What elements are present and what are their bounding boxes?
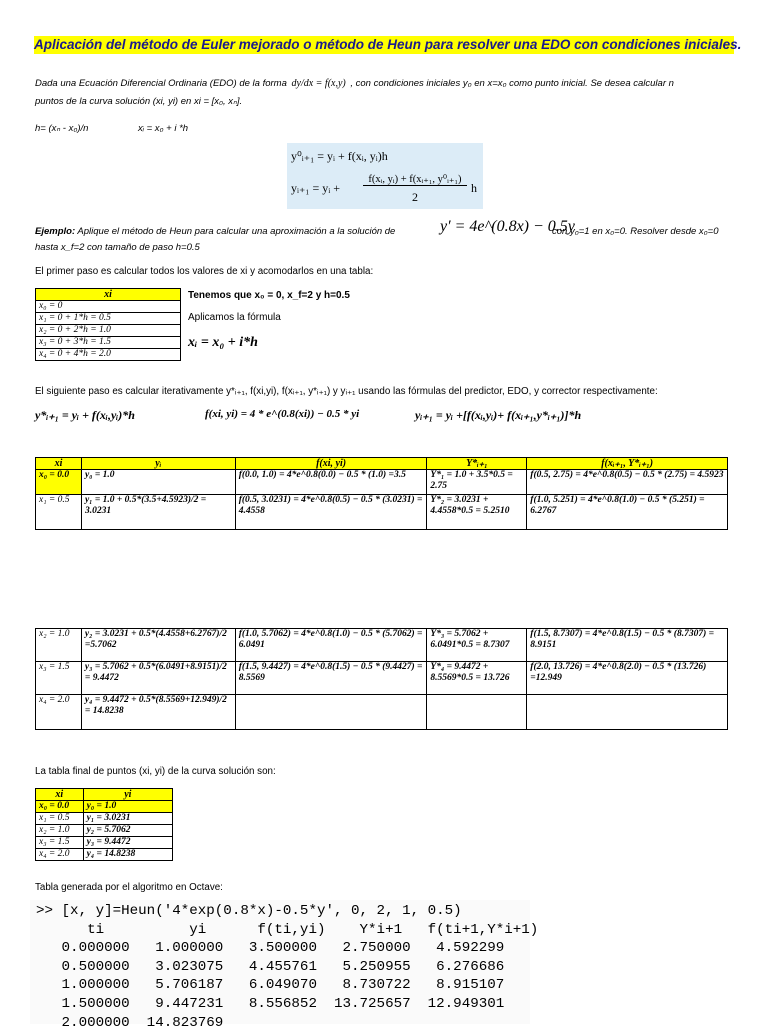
octave-label: Tabla generada por el algoritmo en Octave:	[35, 882, 223, 893]
table-row: x₁ = 0.5 y₁ = 3.0231	[36, 813, 173, 825]
apply-formula-label: Aplicamos la fórmula	[188, 312, 281, 323]
intro-line-2: puntos de la curva solución (xi, yi) en xi = [x₀, xₙ].	[35, 96, 243, 107]
table-row: x₂ = 1.0 y₂ = 5.7062	[36, 825, 173, 837]
xi-formula: xᵢ = x₀ + i *h	[138, 123, 189, 134]
corrector-denominator: 2	[412, 190, 418, 204]
final-table	[35, 788, 173, 861]
table-row: x₀ = 0.0 y₀ = 1.0 f(0.0, 1.0) = 4*e^0.8(0.0) − 0.5 * (1.0) =3.5 Y*₁ = 1.0 + 3.5*0.5 = 2.75 f(0.5, 2.75) = 4*e^0.8(0.5) − 0.5 * (2.75) = 4.5923	[36, 470, 728, 495]
corrector-h: h	[471, 181, 477, 195]
table-row: x₃ = 1.5 y₃ = 5.7062 + 0.5*(6.0491+8.9151)/2 = 9.4472 f(1.5, 9.4427) = 4*e^0.8(1.5) − 0.5 * (9.4427) = 8.5569 Y*₄ = 9.4472 + 8.5569*0.5 = 13.726 f(2.0, 13.726) = 4*e^0.8(2.0) − 0.5 * (13.726) =12.949	[36, 662, 728, 695]
xi-table	[35, 288, 181, 361]
table-row: x₄ = 0 + 4*h = 2.0	[36, 349, 181, 361]
edo-step-formula: f(xi, yi) = 4 * e^(0.8(xi)) − 0.5 * yi	[205, 408, 360, 420]
octave-row: 0.500000 3.023075 4.455761 5.250955 6.276686	[36, 958, 505, 975]
octave-row: 1.000000 5.706187 6.049070 8.730722 8.915107	[36, 977, 505, 994]
corrector-left: yᵢ₊₁ = yᵢ +	[291, 181, 340, 195]
octave-command: >> [x, y]=Heun('4*exp(0.8*x)-0.5*y', 0, 2, 1, 0.5)	[36, 903, 462, 919]
corrector-numerator: f(xᵢ, yᵢ) + f(xᵢ₊₁, y⁰ᵢ₊₁)	[363, 173, 467, 186]
xi-big-formula: xᵢ = x₀ + i*h	[188, 335, 258, 350]
xi-table-header: xi	[36, 289, 181, 301]
table-row: x₄ = 2.0 y₄ = 9.4472 + 0.5*(8.5569+12.949)/2 = 14.8238	[36, 695, 728, 730]
octave-row: 0.000000 1.000000 3.500000 2.750000 4.592299	[36, 940, 505, 957]
table-row: x₁ = 0 + 1*h = 0.5	[36, 313, 181, 325]
octave-row: 1.500000 9.447231 8.556852 13.725657 12.949301	[36, 996, 505, 1012]
example-conditions: con y₀=1 en x₀=0. Resolver desde x₀=0	[552, 226, 719, 237]
table-row: x₃ = 1.5 y₃ = 9.4472	[36, 837, 173, 849]
example-line-1: Ejemplo: Aplique el método de Heun para calcular una aproximación a la solución de	[35, 226, 396, 237]
col-header-fxy: f(xi, yi)	[235, 458, 427, 470]
table-row: x₄ = 2.0 y₄ = 14.8238	[36, 849, 173, 861]
iteration-table-part-2	[35, 628, 728, 730]
col-header-xi: xi	[36, 458, 82, 470]
col-header-yi: yᵢ	[81, 458, 235, 470]
octave-header: ti yi f(ti,yi) Y*i+1 f(ti+1,Y*i+1)	[36, 921, 539, 938]
ode-form: dy/dx = f(x,y)	[291, 78, 346, 89]
example-line-2: hasta x_f=2 con tamaño de paso h=0.5	[35, 242, 200, 253]
octave-output	[30, 900, 539, 1031]
predictor-formula: y⁰ᵢ₊₁ = yᵢ + f(xᵢ, yᵢ)h	[291, 149, 388, 163]
predictor-step-formula: y*ᵢ₊₁ = yᵢ + f(xᵢ,yᵢ)*h	[35, 408, 135, 422]
heun-formula-box	[287, 143, 483, 209]
final-header-yi: yi	[83, 789, 172, 801]
page-title: Aplicación del método de Euler mejorado o método de Heun para resolver una EDO con condiciones iniciales.	[34, 37, 742, 52]
octave-row: 2.000000 14.823769	[36, 1014, 224, 1031]
iteration-table-part-1	[35, 457, 728, 530]
step2-text: El siguiente paso es calcular iterativamente y*ᵢ₊₁, f(xi,yi), f(xᵢ₊₁, y*ᵢ₊₁) y yᵢ₊₁ usando las fórmulas del predictor, EDO, y corrector respectivamente:	[35, 386, 658, 397]
col-header-ystar: Y*ᵢ₊₁	[427, 458, 527, 470]
given-values: Tenemos que x₀ = 0, x_f=2 y h=0.5	[188, 290, 350, 301]
table-row: x₀ = 0	[36, 301, 181, 313]
intro-line-1: Dada una Ecuación Diferencial Ordinaria (EDO) de la forma dy/dx = f(x,y) , con condiciones iniciales y₀ en x=x₀ como punto inicial. Se desea calcular n	[35, 78, 674, 89]
example-equation: y′ = 4e^(0.8x) − 0.5y	[440, 218, 575, 235]
table-row: x₀ = 0.0 y₀ = 1.0	[36, 801, 173, 813]
h-formula: h= (xₙ - x₀)/n	[35, 123, 89, 134]
col-header-fnext: f(xᵢ₊₁, Y*ᵢ₊₁)	[527, 458, 728, 470]
table-row: x₂ = 1.0 y₂ = 3.0231 + 0.5*(4.4558+6.2767)/2 =5.7062 f(1.0, 5.7062) = 4*e^0.8(1.0) − 0.5 * (5.7062) = 6.0491 Y*₃ = 5.7062 + 6.0491*0.5 = 8.7307 f(1.5, 8.7307) = 4*e^0.8(1.5) − 0.5 * (8.7307) = 8.9151	[36, 629, 728, 662]
table-row: x₃ = 0 + 3*h = 1.5	[36, 337, 181, 349]
corrector-step-formula: yᵢ₊₁ = yᵢ +[f(xᵢ,yᵢ)+ f(xᵢ₊₁,y*ᵢ₊₁)]*h	[415, 408, 582, 422]
final-table-label: La tabla final de puntos (xi, yi) de la curva solución son:	[35, 766, 276, 777]
final-header-xi: xi	[36, 789, 84, 801]
step1-text: El primer paso es calcular todos los valores de xi y acomodarlos en una tabla:	[35, 266, 374, 277]
table-row: x₁ = 0.5 y₁ = 1.0 + 0.5*(3.5+4.5923)/2 = 3.0231 f(0.5, 3.0231) = 4*e^0.8(0.5) − 0.5 * (3.0231) = 4.4558 Y*₂ = 3.0231 + 4.4558*0.5 = 5.2510 f(1.0, 5.251) = 4*e^0.8(1.0) − 0.5 * (5.251) = 6.2767	[36, 495, 728, 530]
table-row: x₂ = 0 + 2*h = 1.0	[36, 325, 181, 337]
